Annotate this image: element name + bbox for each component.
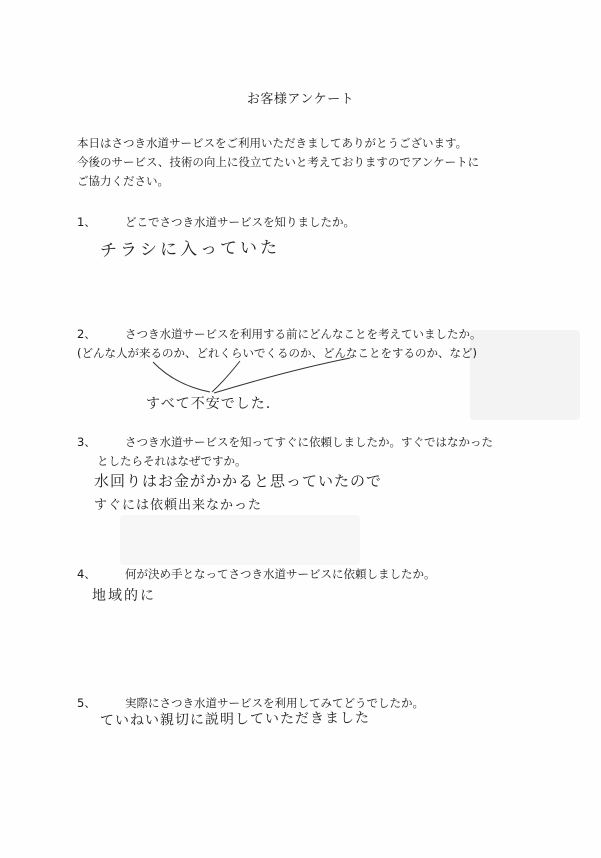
question-text: としたらそれはなぜですか。 — [97, 454, 247, 468]
intro-line: ご協力ください。 — [77, 174, 169, 188]
question-text: さつき水道サービスを知ってすぐに依頼しましたか。すぐではなかった — [125, 435, 493, 449]
handwritten-answer-5: ていねい親切に説明していただきました — [99, 710, 371, 729]
question-number: 3、 — [77, 435, 96, 449]
handwritten-answer-3-line-2: すぐには依頼出来なかった — [94, 498, 263, 513]
question-text: 何が決め手となってさつき水道サービスに依頼しましたか。 — [125, 567, 436, 581]
question-number: 5、 — [77, 696, 96, 710]
question-number: 4、 — [77, 567, 96, 581]
handwritten-answer-1: チラシに入っていた — [99, 237, 281, 261]
question-2-note: (どんな人が来るのか、どれくらいでくるのか、どんなことをするのか、など) — [77, 346, 477, 360]
page-title: お客様アンケート — [246, 92, 355, 107]
intro-line: 本日はさつき水道サービスをご利用いただきましてありがとうございます。 — [77, 136, 468, 150]
handwritten-answer-2: すべて不安でした. — [146, 396, 272, 412]
handwritten-answer-3-line-1: 水回りはお金がかかると思っていたので — [94, 472, 383, 490]
question-number: 2、 — [77, 327, 96, 341]
intro-line: 今後のサービス、技術の向上に役立てたいと考えておりますのでアンケートに — [77, 155, 480, 169]
handwritten-answer-4: 地域的に — [92, 588, 156, 604]
question-text: どこでさつき水道サービスを知りましたか。 — [125, 215, 355, 229]
question-3-continued — [97, 453, 247, 469]
question-text: さつき水道サービスを利用する前にどんなことを考えていましたか。 — [125, 327, 482, 341]
question-text: 実際にさつき水道サービスを利用してみてどうでしたか。 — [125, 696, 424, 710]
question-number: 1、 — [77, 215, 96, 229]
